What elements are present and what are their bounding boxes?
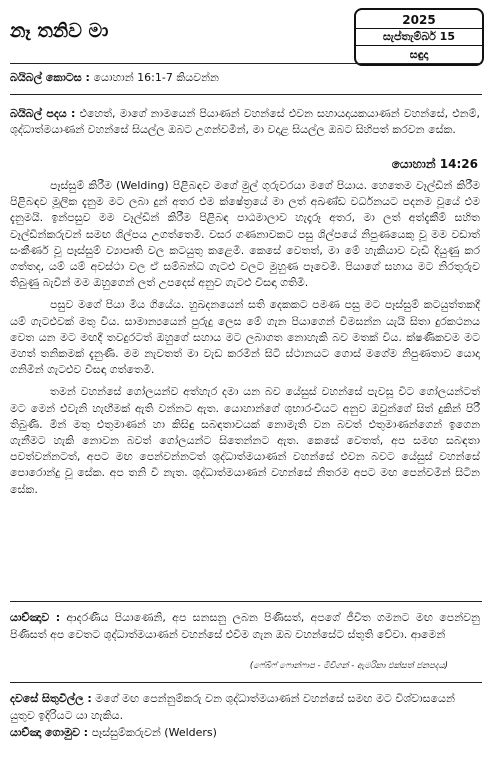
thought-for-day <box>10 690 480 724</box>
bible-verse-text: එහෙත්, මාගේ නාමයෙන් පියාණන් වහන්සේ එවන සහායදායකයාණන් වහන්සේ, එනම්, ශුද්ධාත්මයාණන් වහන්සේ සියල්ල ඔබට උගන්වමින්, මා වදාළ සියල්ල ඔබට සිහිපත් කරවන සේක. <box>10 107 480 136</box>
day-label: සඳුදා <box>409 48 429 61</box>
year-label: 2025 <box>402 13 436 27</box>
bible-verse-label: බයිබල් පදය : <box>10 107 76 120</box>
prayer-text: ආදරණීය පියාණෙනි, අප සනසනු ලබන පිණිසත්, අපගේ ජීවිත ගමනට මඟ පෙන්වනු පිණිසත් අප වෙතට ශුද්ධාත්මයාණන් වහන්සේ එවීම ගැන ඔබ වහන්සේට ස්තුති වේවා. ආමෙන් <box>10 611 480 641</box>
divider-reading <box>10 94 482 95</box>
bible-reading-text: යොහාන් 16:1-7 කියවන්න <box>89 71 219 84</box>
date-label: සැප්තැම්බර් 15 <box>356 28 482 46</box>
divider-prayer <box>10 601 482 602</box>
bible-reading-label: බයිබල් කොටස : <box>10 71 90 84</box>
prayer-topic <box>10 726 217 740</box>
date-box <box>354 8 484 66</box>
prayer <box>10 609 480 643</box>
thought-label: දවසේ සිතුවිල්ල : <box>10 692 92 705</box>
devotional-body <box>10 178 480 504</box>
author-signature: (ෆේබිෆ් ෆොන්ෆාප - මිචිගන් - ඇමරිකා එක්සත් ජනපදය) <box>249 661 448 671</box>
paragraph: පසුව මගේ පියා මිය ගියේය. හුඛදනයෙන් සති දෙකකට පමණ පසු මට පෑස්සුම් කටයුත්තකදී යම් ගැටළුවක් මතු විය. සාමාන්‍යයෙන් පුරුදු ලෙස මේ ගැන පියාගෙන් විමසන්න යැයි සිතා දුරකථනය වෙත යන මට මඟදී තවදුරටත් ඔහුගේ සහාය මට ලබාගත නොහැකි බව මතක් විය. ක්ෂණිකවම මට මහත් තනිකමක් දැනුණි. මම නැවතත් මා වැඩ කරමින් සිටි ස්ථානයට ගොස් මගේම නිපුණතාව යොදා ගනිමින් ගැටළුව විසඳා ගත්තෙමි. <box>10 298 480 377</box>
prayer-label: යාච්ඤාව : <box>10 611 61 624</box>
bible-verse <box>10 106 480 138</box>
thought-text: මගේ මඟ පෙන්නුම්කරු වන ශුද්ධාත්මයාණන් වහන්සේ සමඟ මට විශ්වාසයෙන් යුතුව ඉදිරියට යා හැකිය. <box>10 692 455 722</box>
paragraph: පෑස්සුම් කිරීම (Welding) පිළිබඳව මගේ මුල් ගුරුවරයා මගේ පියාය. හෙතෙම වෑල්ඩින් කිරීම පිළිබඳව මූලික දැනුම මට ලබා දුන් අතර එම ක්ෂේත්‍රයේ මා ලත් අඛණ්ඩ වර්ධනයට පදනම වූයේ එම දැනුමයි. ඉන්පසුව මම වෑල්ඩින් කිරීම පිළිබඳ පාඨමාලාව හැදෑරූ අතර, මා ලත් අත්දැකීම් සහිත වෑල්ඩින්කරුවන් සමඟ ශිල්පය උගත්තෙමි. වසර ගණනාවකට පසු ශිල්පයේ නිපුණයෙකු වූ මම වඩාත් සංකීර්ණ වූ පෑස්සුම් ව්‍යාපෘති වල කටයුතු කළෙමි. කෙසේ වෙතත්, මා මේ හැකියාව වැඩි දියුණු කර ගත්තද, යම් යම් අවස්ථා වල ඒ සම්බන්ධ ගැටළු වලට මුහුණ පෑවෙමි. පියාගේ සහාය මට නිරතුරුව තිබුණු බැවින් මම ඔහුගෙන් ලත් උපදෙස් අනුව ගැටළු විසඳා ගතිමි. <box>10 179 480 290</box>
divider-top <box>10 63 482 64</box>
page-title: නෑ තනිව මා <box>10 20 109 42</box>
paragraph: තමන් වහන්සේ ගෝලයන්ව අත්හැර දමා යන බව යේසුස් වහන්සේ පැවසූ විට ගෝලයන්ටත් මට මෙන් එවැනි හැඟීමක් ඇති වන්නට ඇත. යොහාන්ගේ ශුභාරංචියට අනුව ඔවුන්ගේ සිත් දුකින් පිරී තිබුණි. මින් මතු එතුමාණන් හා කිසිඳු සබඳතාවයක් නොමැති වන බවත් එතුමාණන්ගෙන් ඉගෙන ගැනීමට හැකි නොවන බවත් ගෝලයන්ට සිතෙන්නට ඇත. කෙසේ වෙතත්, අප සමඟ සබඳතා පවත්වන්නටත්, අපට මඟ පෙන්වන්නටත් ශුද්ධාත්මයාණන් වහන්සේ එවන බවට යේසුස් වහන්සේ පොරොන්දු වූ සේක. අප තනි වී නැත. ශුද්ධාත්මයාණන් වහන්සේ නිතරම අපට මඟ පෙන්වමින් සිටින සේක. <box>10 385 480 496</box>
prayer-topic-label: යාච්ඤා ගොමුව : <box>10 726 89 739</box>
verse-reference: යොහාන් 14:26 <box>391 157 478 171</box>
divider-daily <box>10 682 482 683</box>
prayer-topic-text: පෑස්සුම්කරුවන් (Welders) <box>88 726 217 739</box>
bible-reading <box>10 71 219 85</box>
